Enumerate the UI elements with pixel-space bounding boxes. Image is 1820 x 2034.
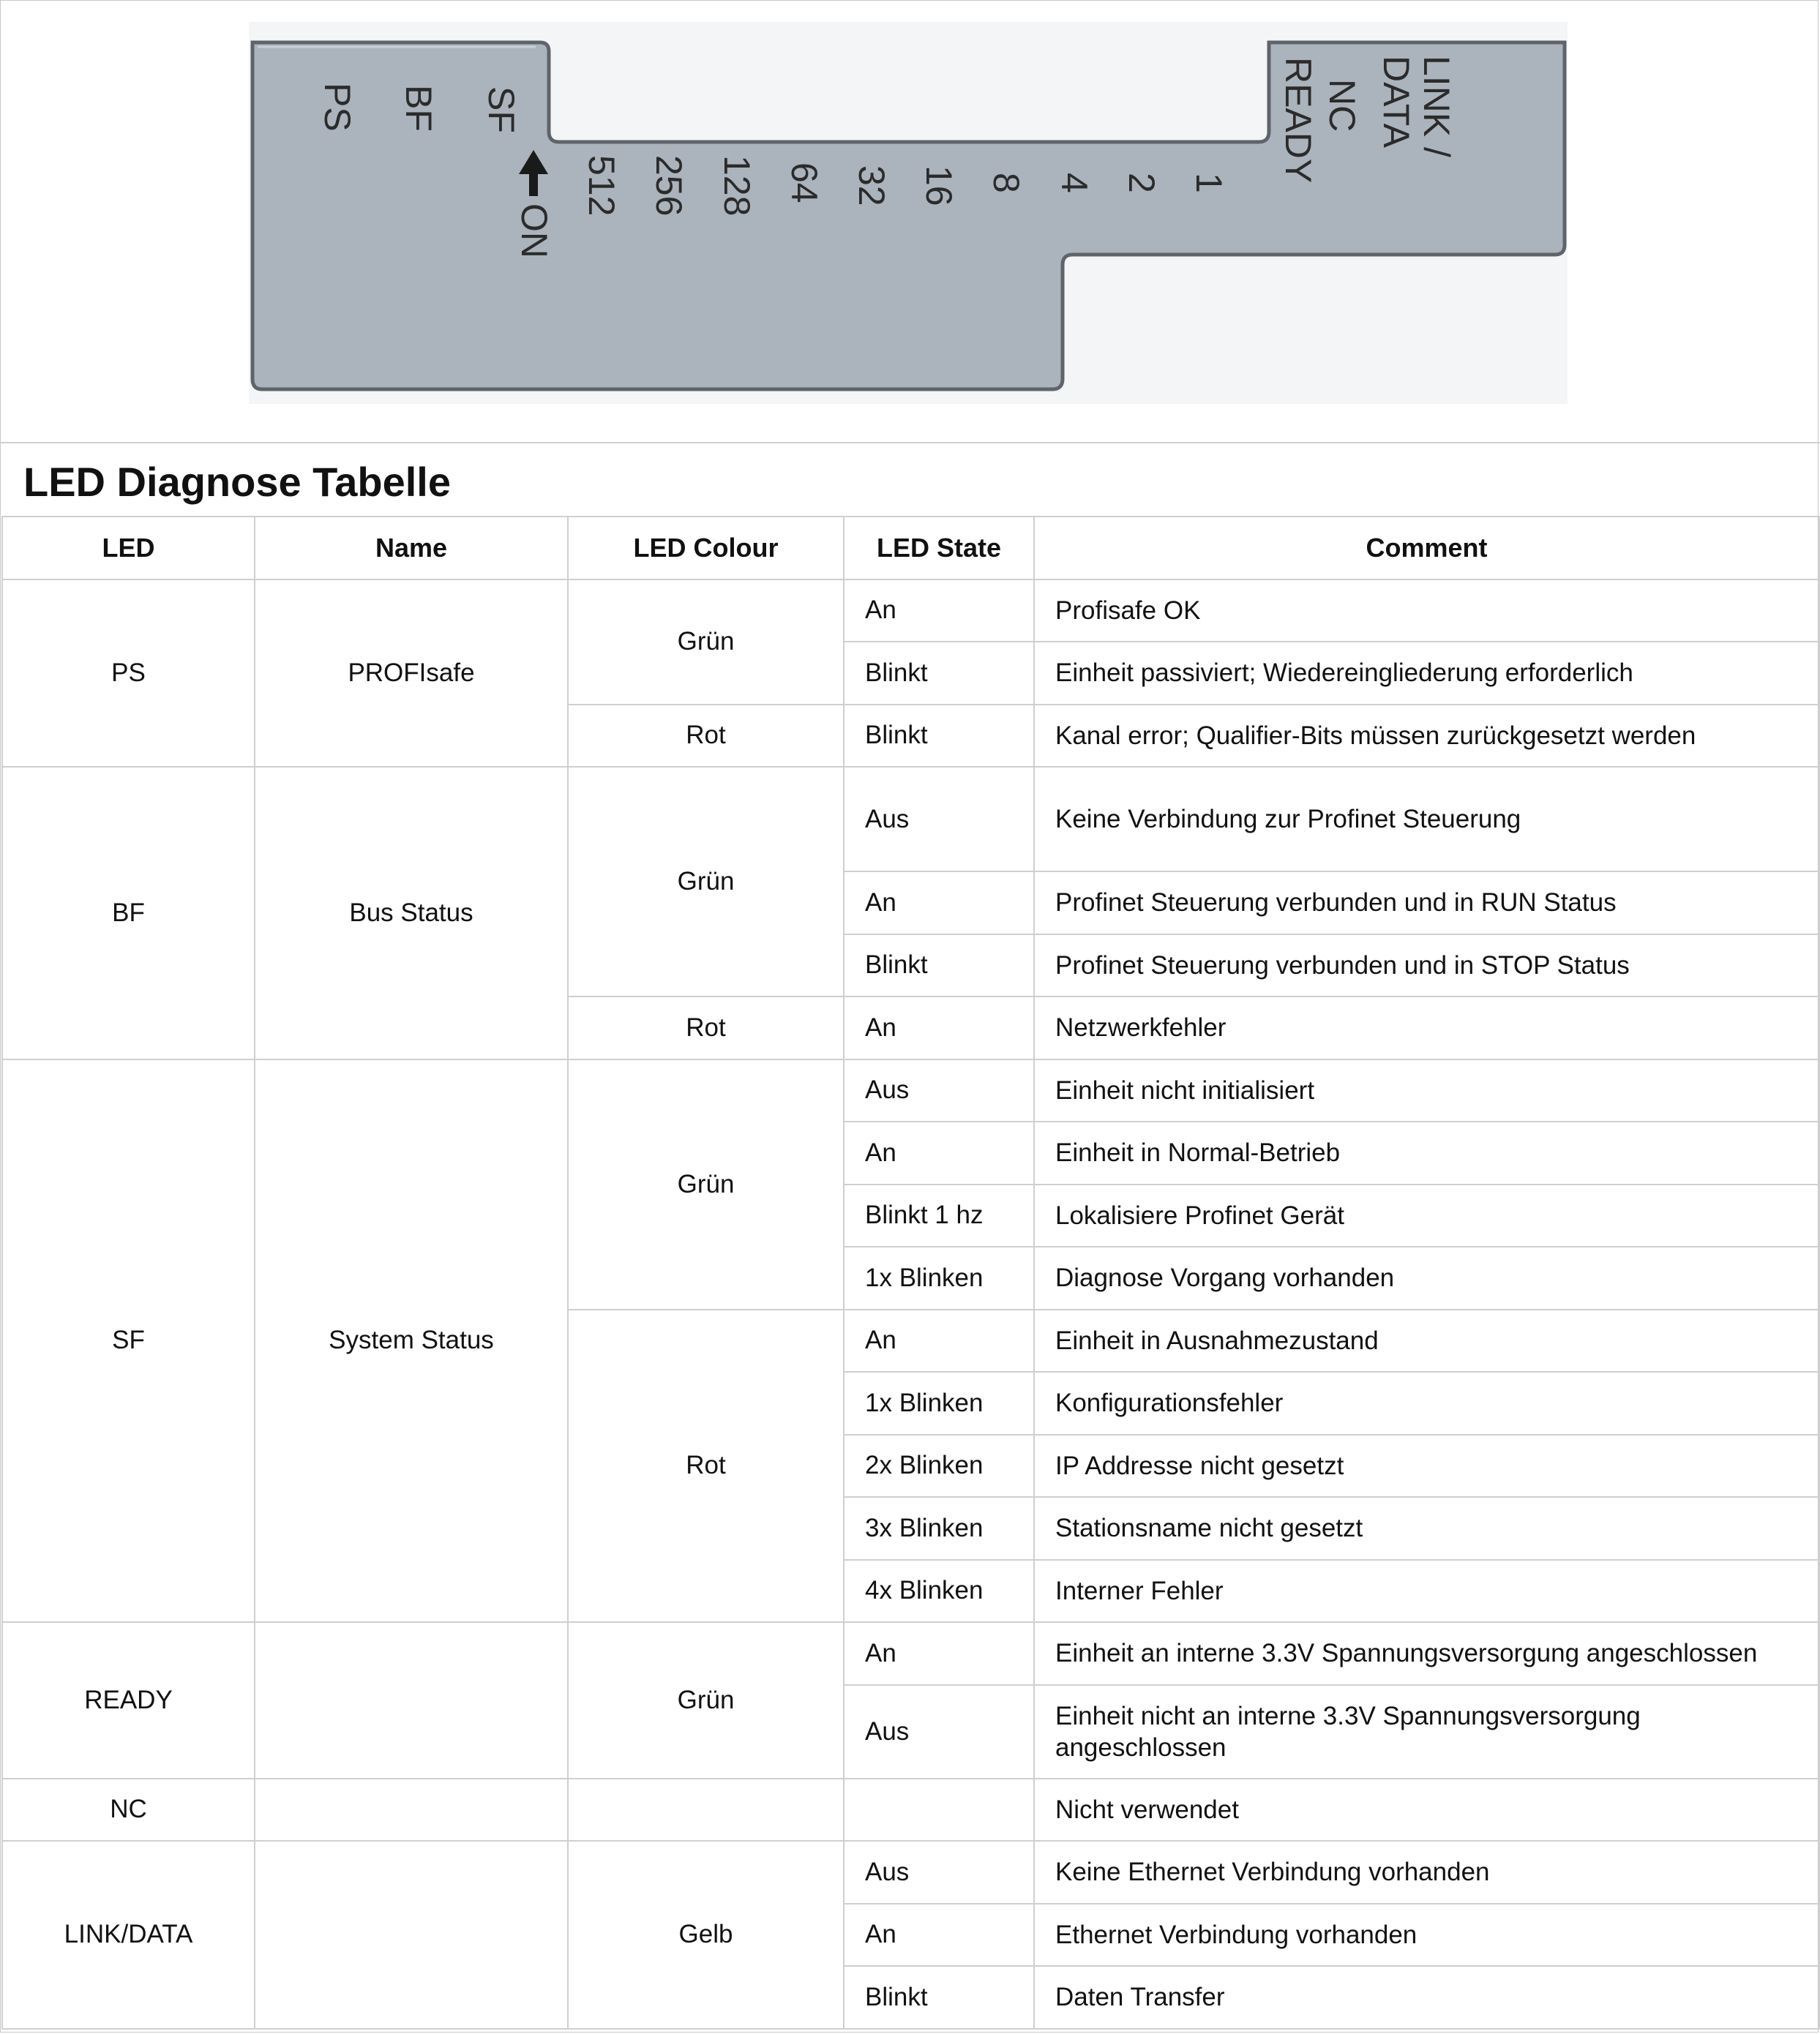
cell-led: NC <box>2 1779 255 1842</box>
cell-led: LINK/DATA <box>2 1841 255 2029</box>
cell-comment: Profinet Steuerung verbunden und in STOP Status <box>1034 934 1819 997</box>
switch-value-64: 64 <box>784 162 825 203</box>
cell-state: Blinkt <box>844 705 1034 768</box>
cell-colour: Rot <box>568 705 844 768</box>
cell-comment: Netzwerkfehler <box>1034 997 1819 1059</box>
cell-comment: IP Addresse nicht gesetzt <box>1034 1435 1819 1498</box>
switch-value-16: 16 <box>918 165 959 206</box>
cell-led: PS <box>2 579 255 768</box>
cell-comment: Lokalisiere Profinet Gerät <box>1034 1185 1819 1247</box>
cell-state: Blinkt 1 hz <box>844 1185 1034 1247</box>
cell-comment: Profinet Steuerung verbunden und in RUN Status <box>1034 871 1819 934</box>
on-label: ON <box>514 203 555 258</box>
header-led-colour: LED Colour <box>568 517 844 579</box>
cell-comment: Diagnose Vorgang vorhanden <box>1034 1247 1819 1310</box>
cell-comment: Nicht verwendet <box>1034 1779 1819 1842</box>
cell-name <box>255 1779 568 1842</box>
cell-colour <box>568 1779 844 1842</box>
cell-led: SF <box>2 1059 255 1623</box>
switch-value-32: 32 <box>851 165 892 206</box>
header-name: Name <box>255 517 568 579</box>
switch-value-256: 256 <box>648 155 689 217</box>
cell-comment: Interner Fehler <box>1034 1560 1819 1623</box>
cell-colour: Grün <box>568 767 844 997</box>
cell-state: An <box>844 871 1034 934</box>
switch-value-4: 4 <box>1054 173 1095 193</box>
led-label-ready: READY <box>1278 57 1319 184</box>
cell-comment: Kanal error; Qualifier-Bits müssen zurückgesetzt werden <box>1034 705 1819 768</box>
cell-name <box>255 1841 568 2029</box>
cell-comment: Konfigurationsfehler <box>1034 1372 1819 1435</box>
led-diagnose-table <box>1 516 1820 2030</box>
cell-comment: Einheit passiviert; Wiedereingliederung erforderlich <box>1034 642 1819 705</box>
cell-state: An <box>844 1904 1034 1967</box>
cell-colour: Rot <box>568 997 844 1059</box>
cell-name: Bus Status <box>255 767 568 1059</box>
header-led: LED <box>2 517 255 579</box>
cell-state: 1x Blinken <box>844 1372 1034 1435</box>
cell-comment: Einheit nicht an interne 3.3V Spannungsversorgung angeschlossen <box>1034 1685 1819 1779</box>
led-panel-drawing <box>0 0 1820 443</box>
cell-led: BF <box>2 767 255 1059</box>
switch-value-1: 1 <box>1188 173 1229 193</box>
cell-state: 2x Blinken <box>844 1435 1034 1498</box>
title-row <box>0 442 1820 516</box>
table-row <box>2 1779 1819 1842</box>
cell-state: An <box>844 1310 1034 1373</box>
cell-state: An <box>844 1622 1034 1685</box>
switch-value-8: 8 <box>986 173 1027 193</box>
cell-state: 3x Blinken <box>844 1497 1034 1560</box>
led-label-ps: PS <box>317 83 358 132</box>
cell-state: Aus <box>844 1685 1034 1779</box>
cell-colour: Grün <box>568 1622 844 1779</box>
table-row <box>2 1622 1819 1685</box>
switch-value-2: 2 <box>1121 173 1162 193</box>
cell-state: Aus <box>844 767 1034 871</box>
table-row <box>2 1841 1819 1904</box>
cell-comment: Keine Verbindung zur Profinet Steuerung <box>1034 767 1819 871</box>
switch-value-128: 128 <box>716 155 757 217</box>
switch-value-512: 512 <box>581 155 622 217</box>
table-row <box>2 767 1819 871</box>
cell-comment: Einheit in Ausnahmezustand <box>1034 1310 1819 1373</box>
cell-comment: Einheit nicht initialisiert <box>1034 1059 1819 1122</box>
led-label-link: LINK / <box>1416 56 1457 157</box>
table-row <box>2 1059 1819 1122</box>
cell-state: Aus <box>844 1841 1034 1904</box>
cell-colour: Rot <box>568 1310 844 1623</box>
cell-state: Blinkt <box>844 934 1034 997</box>
cell-state: An <box>844 997 1034 1059</box>
cell-state: An <box>844 1122 1034 1185</box>
cell-name <box>255 1622 568 1779</box>
cell-state: Blinkt <box>844 1966 1034 2029</box>
cell-comment: Ethernet Verbindung vorhanden <box>1034 1904 1819 1967</box>
table-row <box>2 579 1819 642</box>
cell-comment: Einheit an interne 3.3V Spannungsversorgung angeschlossen <box>1034 1622 1819 1685</box>
cell-comment: Stationsname nicht gesetzt <box>1034 1497 1819 1560</box>
cell-comment: Einheit in Normal-Betrieb <box>1034 1122 1819 1185</box>
cell-state: 1x Blinken <box>844 1247 1034 1310</box>
cell-state: Blinkt <box>844 642 1034 705</box>
cell-state: Aus <box>844 1059 1034 1122</box>
cell-comment: Daten Transfer <box>1034 1966 1819 2029</box>
header-led-state: LED State <box>844 517 1034 579</box>
cell-colour: Grün <box>568 1059 844 1310</box>
cell-colour: Grün <box>568 579 844 705</box>
cell-comment: Keine Ethernet Verbindung vorhanden <box>1034 1841 1819 1904</box>
cell-state: 4x Blinken <box>844 1560 1034 1623</box>
cell-state: An <box>844 579 1034 642</box>
cell-name: PROFIsafe <box>255 579 568 768</box>
cell-led: READY <box>2 1622 255 1779</box>
cell-comment: Profisafe OK <box>1034 579 1819 642</box>
cell-state <box>844 1779 1034 1842</box>
led-label-bf: BF <box>398 85 439 132</box>
led-label-sf: SF <box>481 86 522 133</box>
header-comment: Comment <box>1034 517 1819 579</box>
page-title: LED Diagnose Tabelle <box>23 459 451 505</box>
led-label-data: DATA <box>1376 56 1417 148</box>
cell-name: System Status <box>255 1059 568 1623</box>
led-panel-figure <box>0 0 1820 443</box>
table-header-row <box>2 517 1819 579</box>
led-label-nc: NC <box>1322 79 1363 132</box>
cell-colour: Gelb <box>568 1841 844 2029</box>
